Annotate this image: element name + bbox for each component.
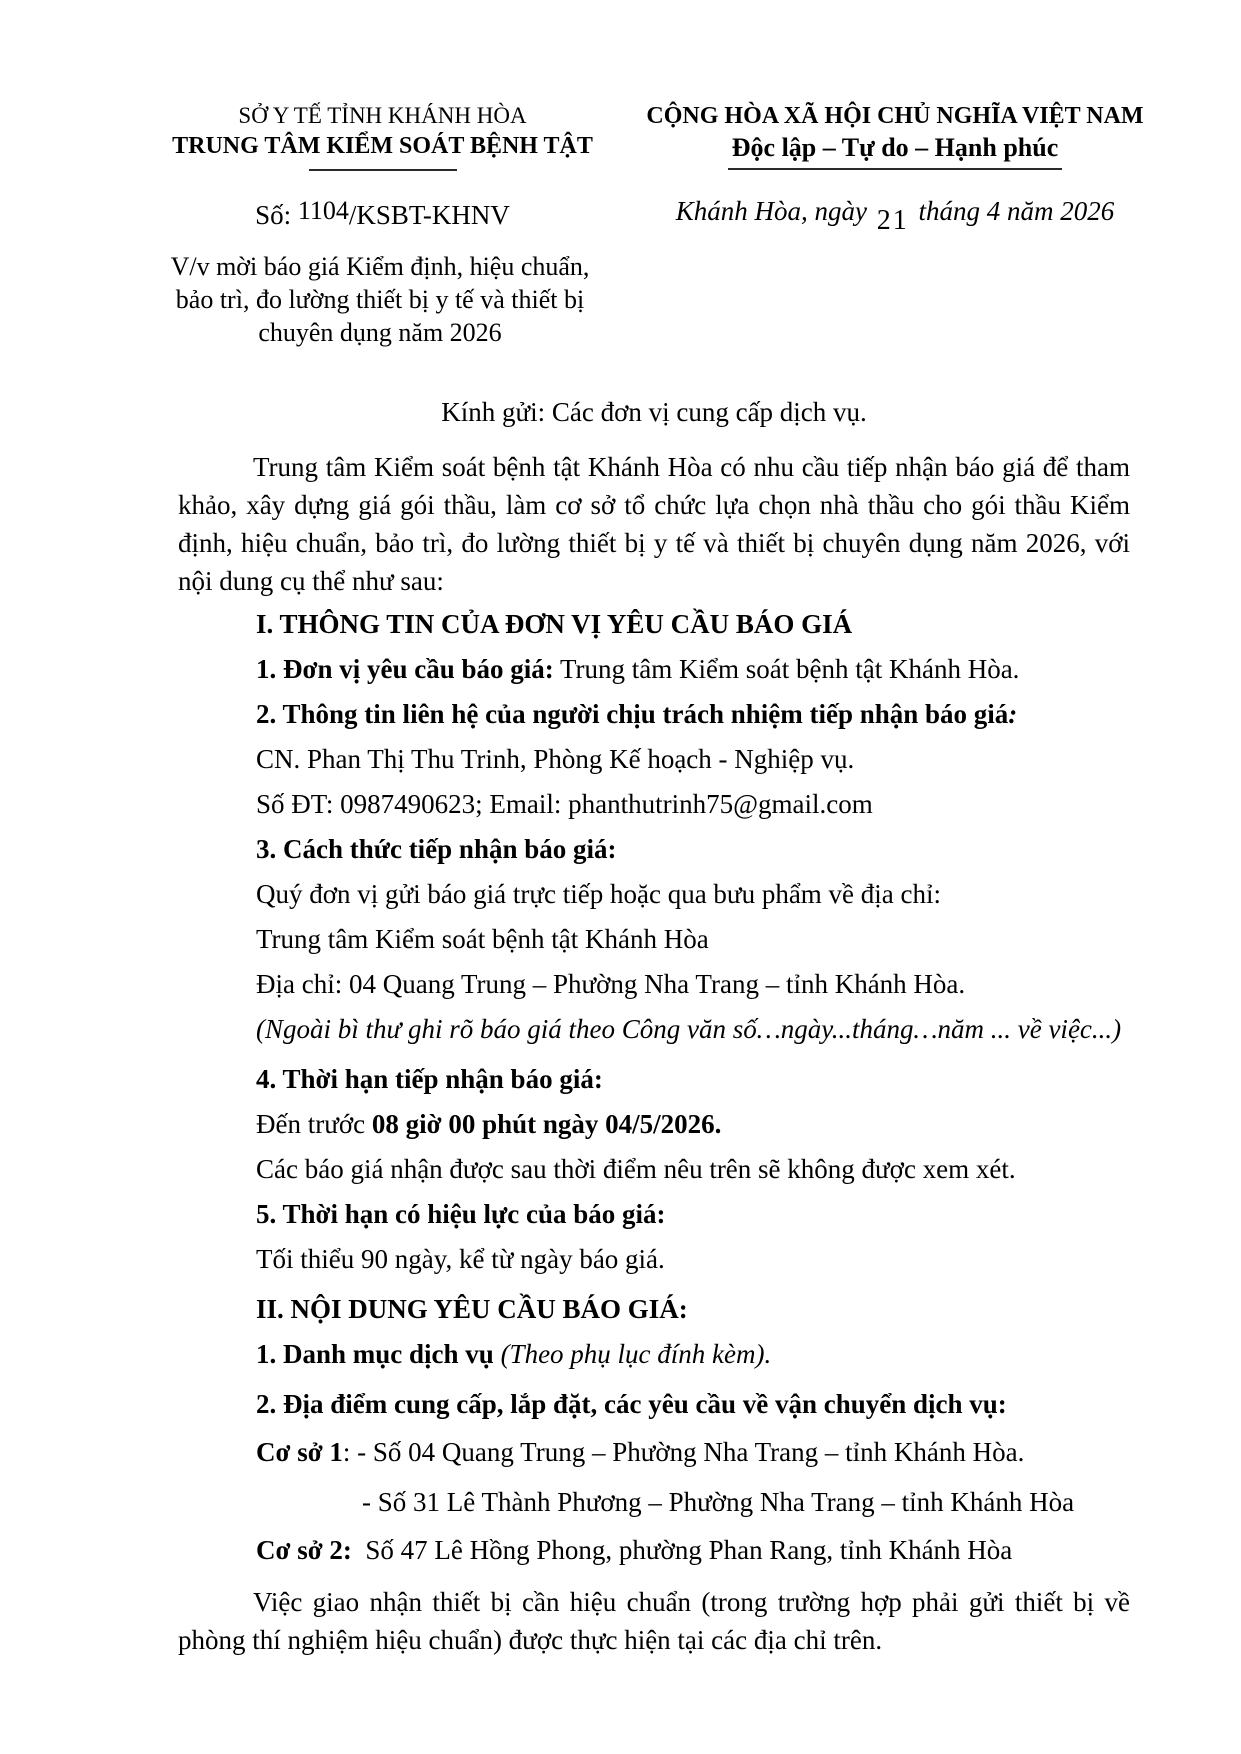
section-1-item-5 — [178, 1192, 1130, 1237]
doc-date-day: 21 — [876, 205, 909, 236]
doc-number-line — [160, 196, 605, 231]
item-1-text: Trung tâm Kiểm soát bệnh tật Khánh Hòa. — [560, 654, 1020, 684]
site-1-label: Cơ sở 1 — [256, 1437, 343, 1467]
salutation: Kính gửi: Các đơn vị cung cấp dịch vụ. — [441, 397, 867, 427]
doc-number-value: 1104 — [297, 196, 349, 225]
item-4-label: 4. Thời hạn tiếp nhận báo giá: — [256, 1064, 603, 1094]
deadline-value: 08 giờ 00 phút ngày 04/5/2026. — [371, 1109, 722, 1139]
section-1-item-1 — [178, 647, 1130, 692]
closing-paragraph: Việc giao nhận thiết bị cần hiệu chuẩn (trong trường hợp phải gửi thiết bị về phòng thí nghiệm hiệu chuẩn) được thực hiện tại các địa chỉ trên. — [178, 1587, 1130, 1655]
site-1-address-1: : - Số 04 Quang Trung – Phường Nha Trang – tỉnh Khánh Hòa. — [342, 1437, 1025, 1467]
site-2-label: Cơ sở 2: — [256, 1535, 352, 1565]
doc-date-prefix: Khánh Hòa, ngày — [675, 196, 867, 226]
site-1-line-1 — [178, 1430, 1130, 1475]
issuing-org-block — [160, 100, 605, 171]
section-1-item-3 — [178, 827, 1130, 872]
location-label: 2. Địa điểm cung cấp, lắp đặt, các yêu cầu về vận chuyển dịch vụ: — [256, 1389, 1007, 1419]
service-list-label: 1. Danh mục dịch vụ — [256, 1339, 494, 1369]
subject-line-1: V/v mời báo giá Kiểm định, hiệu chuẩn, — [170, 252, 590, 281]
subject-block — [150, 250, 610, 349]
national-motto-wrap — [645, 132, 1145, 170]
section-1-item-4 — [178, 1057, 1130, 1102]
doc-number-suffix: /KSBT-KHNV — [348, 200, 510, 230]
section-2-item-1 — [178, 1332, 1130, 1377]
site-1-line-2: - Số 31 Lê Thành Phương – Phường Nha Trang – tỉnh Khánh Hòa — [362, 1487, 1075, 1517]
item-5-label: 5. Thời hạn có hiệu lực của báo giá: — [256, 1199, 666, 1229]
section-1-title: I. THÔNG TIN CỦA ĐƠN VỊ YÊU CẦU BÁO GIÁ — [256, 609, 853, 639]
item-2-label: 2. Thông tin liên hệ của người chịu trách nhiệm tiếp nhận báo giá — [256, 699, 1009, 729]
deadline-line — [178, 1102, 1130, 1147]
org-underline — [309, 169, 457, 171]
delivery-instruction-line: Quý đơn vị gửi báo giá trực tiếp hoặc qua bưu phẩm về địa chỉ: — [256, 879, 942, 909]
section-2-item-2 — [178, 1382, 1130, 1427]
validity-line: Tối thiểu 90 ngày, kể từ ngày báo giá. — [256, 1244, 665, 1274]
recipient-org-line: Trung tâm Kiểm soát bệnh tật Khánh Hòa — [256, 924, 709, 954]
section-2-title: II. NỘI DUNG YÊU CẦU BÁO GIÁ: — [256, 1294, 688, 1324]
item-1-label: 1. Đơn vị yêu cầu báo giá: — [256, 654, 554, 684]
envelope-note: (Ngoài bì thư ghi rõ báo giá theo Công văn số…ngày...tháng…năm ... về việc...) — [256, 1014, 1122, 1044]
national-header-block — [645, 100, 1145, 170]
subject-line-2: bảo trì, đo lường thiết bị y tế và thiết bị — [175, 285, 585, 314]
late-quote-note: Các báo giá nhận được sau thời điểm nêu trên sẽ không được xem xét. — [256, 1154, 1016, 1184]
doc-date-line — [645, 196, 1145, 237]
item-3-label: 3. Cách thức tiếp nhận báo giá: — [256, 834, 617, 864]
national-motto: Độc lập – Tự do – Hạnh phúc — [728, 132, 1063, 170]
org-name: TRUNG TÂM KIỂM SOÁT BỆNH TẬT — [172, 133, 593, 159]
recipient-address-line: Địa chỉ: 04 Quang Trung – Phường Nha Trang – tỉnh Khánh Hòa. — [256, 969, 966, 999]
national-title: CỘNG HÒA XÃ HỘI CHỦ NGHĨA VIỆT NAM — [646, 103, 1144, 129]
site-2-line — [178, 1528, 1130, 1573]
subject-line-3: chuyên dụng năm 2026 — [258, 318, 502, 347]
letter-body — [178, 392, 1130, 1659]
deadline-prefix: Đến trước — [256, 1109, 366, 1139]
intro-paragraph: Trung tâm Kiểm soát bệnh tật Khánh Hòa có nhu cầu tiếp nhận báo giá để tham khảo, xây dựng giá gói thầu, làm cơ sở tổ chức lựa chọn nhà thầu cho gói thầu Kiểm định, hiệu chuẩn, bảo trì, đo lường thiết bị y tế và thiết bị chuyên dụng năm 2026, với nội dung cụ thể như sau: — [178, 452, 1130, 596]
contact-person-line: CN. Phan Thị Thu Trinh, Phòng Kế hoạch - Nghiệp vụ. — [256, 744, 855, 774]
item-2-colon: : — [1008, 699, 1018, 729]
parent-org-name: SỞ Y TẾ TỈNH KHÁNH HÒA — [238, 103, 527, 128]
contact-phone-email-line: Số ĐT: 0987490623; Email: phanthutrinh75@gmail.com — [256, 789, 873, 819]
doc-number-label: Số: — [255, 200, 292, 230]
site-2-address: Số 47 Lê Hồng Phong, phường Phan Rang, tỉnh Khánh Hòa — [365, 1535, 1013, 1565]
service-list-note: (Theo phụ lục đính kèm). — [500, 1339, 772, 1369]
doc-date-suffix: tháng 4 năm 2026 — [918, 196, 1115, 226]
section-1-item-2 — [178, 692, 1130, 737]
